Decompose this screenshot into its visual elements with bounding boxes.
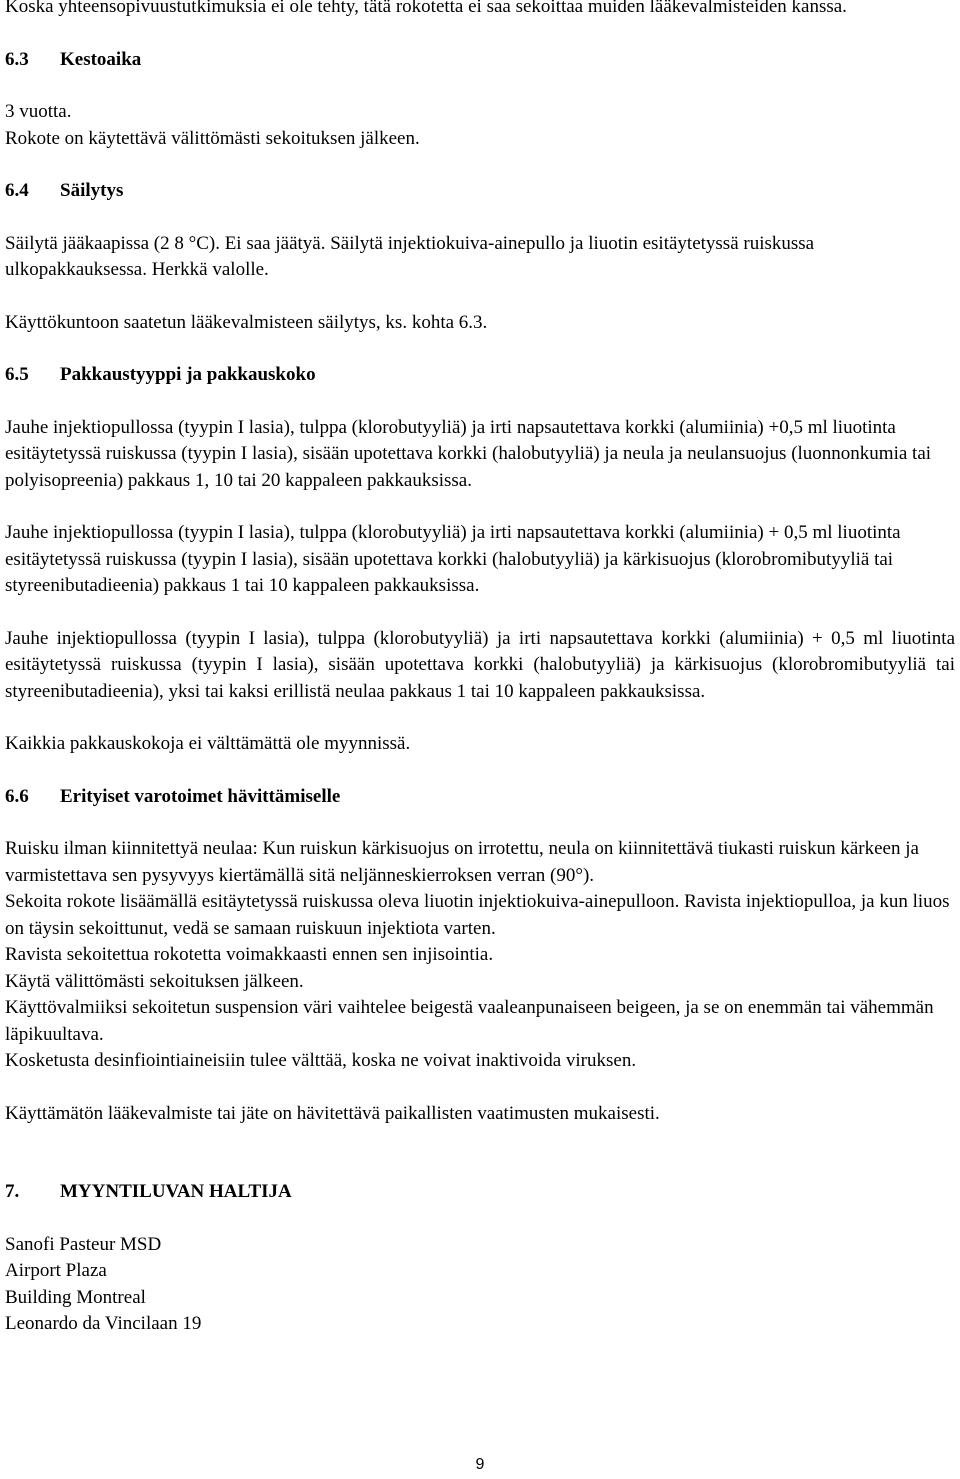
section-6-4-heading [5,178,955,205]
section-6-3-heading [5,47,955,74]
section-number: 6.3 [5,48,29,70]
disposal-instruction: Ravista sekoitettua rokotetta voimakkaasti ennen sen injisointia. [5,944,494,965]
section-number: 6.6 [5,785,29,807]
storage-text: Säilytä jääkaapissa (2 8 °C). Ei saa jäätyä. Säilytä injektiokuiva-ainepullo ja liuotin esitäytetyssä ruiskussa ulkopakkauksessa. Herkkä valolle. [5,232,815,280]
address-line: Airport Plaza [5,1260,107,1281]
disposal-instruction: Käyttövalmiiksi sekoitetun suspension väri vaihtelee beigestä vaaleanpunaiseen beigeen, ja se on enemmän tai vähemmän läpikuultava. [5,997,934,1045]
disposal-final-text: Käyttämätön lääkevalmiste tai jäte on hävitettävä paikallisten vaatimusten mukaisesti. [5,1102,660,1124]
section-title: MYYNTILUVAN HALTIJA [60,1181,292,1202]
section-6-5-heading [5,362,955,389]
address-line: Sanofi Pasteur MSD [5,1233,162,1255]
shelf-life-text: Rokote on käytettävä välittömästi sekoituksen jälkeen. [5,127,420,149]
package-paragraph: Jauhe injektiopullossa (tyypin I lasia), tulppa (klorobutyyliä) ja irti napsautettava korkki (alumiinia) +0,5 ml liuotinta esitäytetyssä ruiskussa (tyypin I lasia), sisään upotettava korkki (halobutyyliä) ja neula ja neulansuojus (luonnonkumia tai polyisopreenia) pakkaus 1, 10 tai 20 kappaleen pakkauksissa. [5,416,932,491]
address-line: Leonardo da Vincilaan 19 [5,1313,202,1334]
shelf-life-text: 3 vuotta. [5,101,72,122]
section-title: Säilytys [60,180,124,201]
section-number: 6.5 [5,364,29,385]
section-number: 7. [5,1181,20,1202]
package-paragraph: Jauhe injektiopullossa (tyypin I lasia), tulppa (klorobutyyliä) ja irti napsautettava korkki (alumiinia) + 0,5 ml liuotinta esitäytetyssä ruiskussa (tyypin I lasia), sisään upotettava korkki (halobutyyliä) ja kärkisuojus (klorobromibutyyliä tai styreenibutadieenia) pakkaus 1 tai 10 kappaleen pakkauksissa. [5,522,901,596]
section-6-6-heading [5,784,955,811]
disposal-instruction: Sekoita rokote lisäämällä esitäytetyssä ruiskussa oleva liuotin injektiokuiva-ainepulloon. Ravista injektiopulloa, ja kun liuos on täysin sekoittunut, vedä se samaan ruiskuun injektiota varten. [5,891,950,939]
disposal-instruction: Kosketusta desinfiointiaineisiin tulee välttää, koska ne voivat inaktivoida viruksen. [5,1050,637,1071]
disposal-instruction: Ruisku ilman kiinnitettyä neulaa: Kun ruiskun kärkisuojus on irrotettu, neula on kiinnitettävä tiukasti ruiskun kärkeen ja varmistettava sen pysyvyys kiertämällä sitä neljänneskierroksen verran (90°). [5,838,919,886]
intro-text: Koska yhteensopivuustutkimuksia ei ole tehty, tätä rokotetta ei saa sekoittaa muiden lääkevalmisteiden kanssa. [5,0,847,17]
disposal-instruction: Käytä välittömästi sekoituksen jälkeen. [5,970,304,992]
address-line: Building Montreal [5,1286,146,1308]
package-paragraph: Jauhe injektiopullossa (tyypin I lasia), tulppa (klorobutyyliä) ja irti napsautettava korkki (alumiinia) + 0,5 ml liuotinta esitäytetyssä ruiskussa (tyypin I lasia), sisään upotettava korkki (halobutyyliä) ja kärkisuojus (klorobromibutyyliä tai styreenibutadieenia), yksi tai kaksi erillistä neulaa pakkaus 1 tai 10 kappaleen pakkauksissa. [5,627,955,702]
section-number: 6.4 [5,180,29,201]
package-availability-text: Kaikkia pakkauskokoja ei välttämättä ole myynnissä. [5,733,411,754]
section-title: Erityiset varotoimet hävittämiselle [60,785,341,807]
section-7-heading [5,1179,955,1206]
section-title: Kestoaika [60,48,142,70]
page-number: 9 [475,1456,485,1473]
storage-reference-text: Käyttökuntoon saatetun lääkevalmisteen säilytys, ks. kohta 6.3. [5,311,488,333]
section-title: Pakkaustyyppi ja pakkauskoko [60,364,316,385]
document-page [5,0,955,1338]
